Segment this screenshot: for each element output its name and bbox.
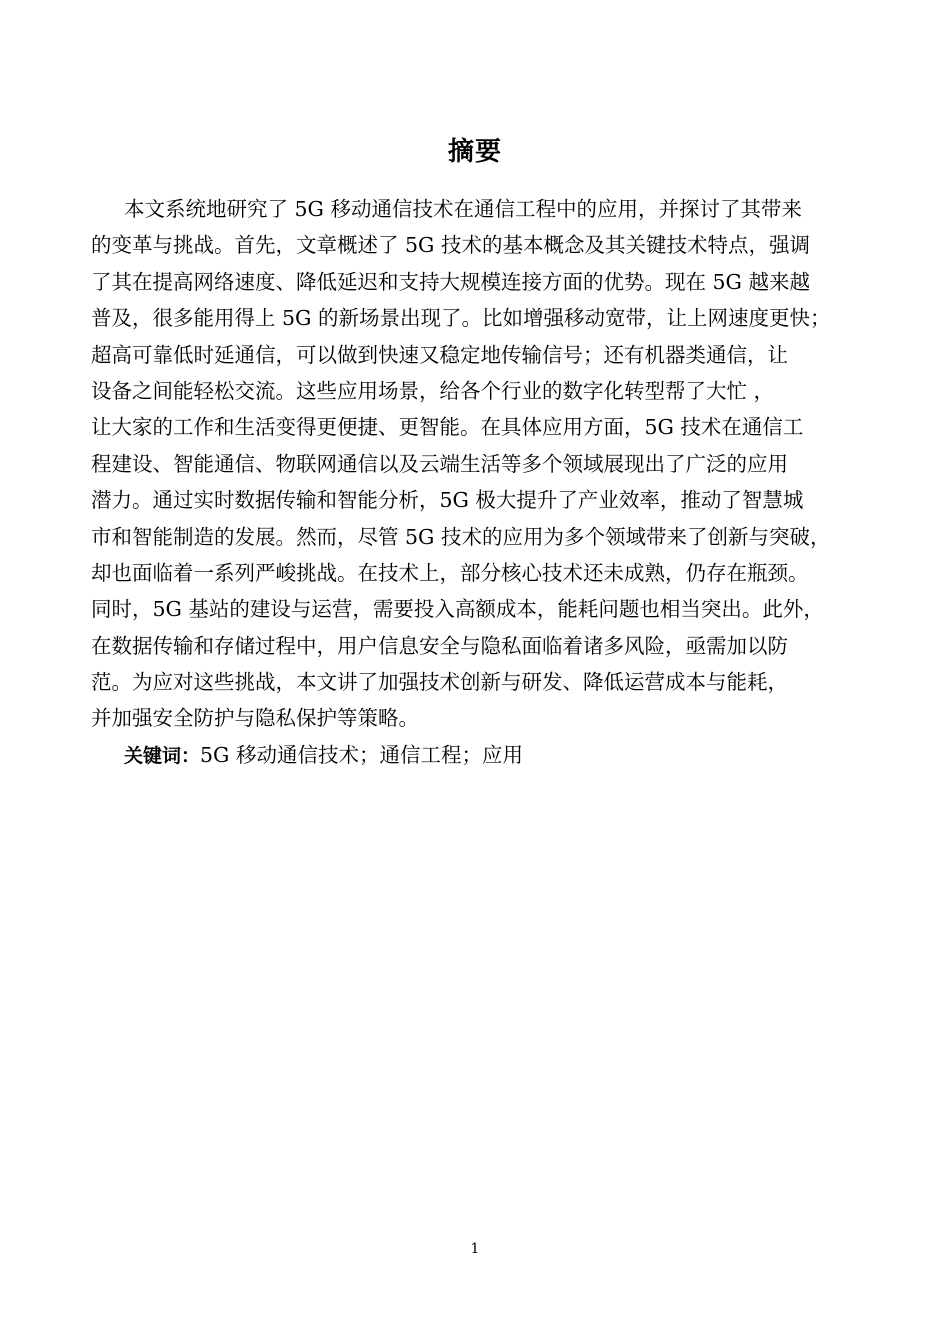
abstract-line: 超高可靠低时延通信，可以做到快速又稳定地传输信号；还有机器类通信，让 [91, 342, 788, 367]
abstract-line: 同时，5G 基站的建设与运营，需要投入高额成本，能耗问题也相当突出。此外， [91, 597, 824, 622]
page-number: 1 [470, 1241, 480, 1257]
abstract-line: 程建设、智能通信、物联网通信以及云端生活等多个领域展现出了广泛的应用 [91, 451, 788, 476]
abstract-line: 并加强安全防护与隐私保护等策略。 [91, 706, 419, 731]
abstract-line: 却也面临着一系列严峻挑战。在技术上，部分核心技术还未成熟，仍存在瓶颈。 [91, 560, 809, 585]
page-title: 摘要 [447, 137, 502, 167]
abstract-line: 设备之间能轻松交流。这些应用场景，给各个行业的数字化转型帮了大忙 ， [91, 378, 775, 403]
keywords-value: 5G 移动通信技术；通信工程；应用 [200, 742, 523, 767]
keywords-label: 关键词： [124, 744, 201, 767]
abstract-body [91, 191, 881, 773]
abstract-line: 让大家的工作和生活变得更便捷、更智能。在具体应用方面，5G 技术在通信工 [91, 415, 804, 440]
abstract-line: 潜力。通过实时数据传输和智能分析，5G 极大提升了产业效率，推动了智慧城 [91, 488, 804, 513]
abstract-line: 范。为应对这些挑战，本文讲了加强技术创新与研发、降低运营成本与能耗， [91, 670, 788, 695]
abstract-line: 普及，很多能用得上 5G 的新场景出现了。比如增强移动宽带，让上网速度更快； [91, 306, 831, 331]
abstract-line: 了其在提高网络速度、降低延迟和支持大规模连接方面的优势。现在 5G 越来越 [91, 269, 810, 294]
abstract-line: 的变革与挑战。首先，文章概述了 5G 技术的基本概念及其关键技术特点，强调 [91, 233, 810, 258]
abstract-line: 本文系统地研究了 5G 移动通信技术在通信工程中的应用，并探讨了其带来 [124, 197, 802, 221]
abstract-line: 在数据传输和存储过程中，用户信息安全与隐私面临着诸多风险，亟需加以防 [91, 633, 788, 658]
abstract-line: 市和智能制造的发展。然而，尽管 5G 技术的应用为多个领域带来了创新与突破， [91, 524, 831, 549]
keywords-line [91, 737, 881, 773]
